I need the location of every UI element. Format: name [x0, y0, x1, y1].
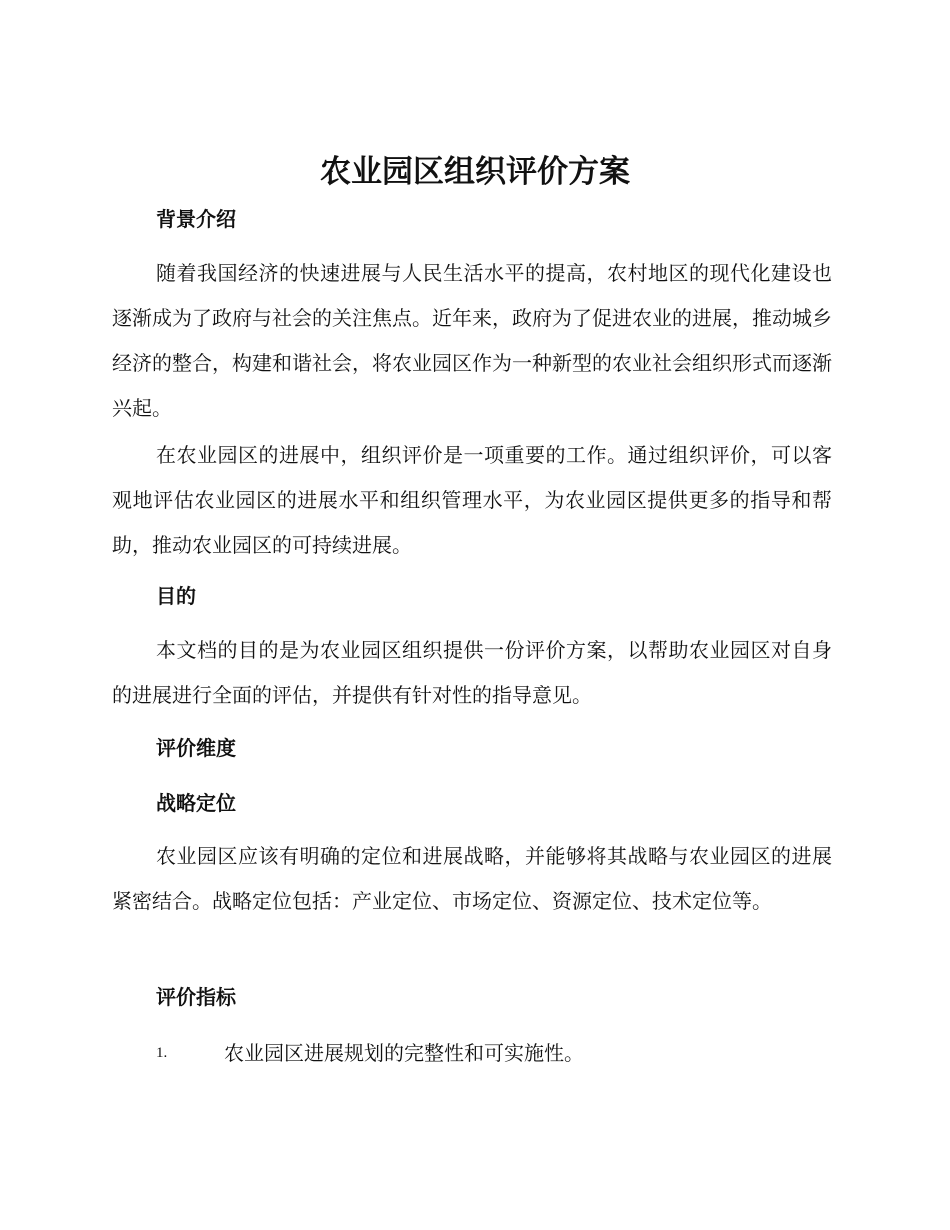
- list-item: [156, 1037, 832, 1069]
- heading-dimensions: 评价维度: [156, 736, 236, 760]
- list-item-number: 1.: [156, 1045, 168, 1061]
- document-title: 农业园区组织评价方案: [320, 154, 630, 190]
- list-item-text: 农业园区进展规划的完整性和可实施性。: [224, 1041, 584, 1065]
- paragraph-background-1: 随着我国经济的快速进展与人民生活水平的提高，农村地区的现代化建设也逐渐成为了政府与社会的关注焦点。近年来，政府为了促进农业的进展，推动城乡经济的整合，构建和谐社会，将农业园区作为一种新型的农业社会组织形式而逐渐兴起。: [112, 261, 832, 420]
- heading-strategy: 战略定位: [156, 791, 236, 815]
- paragraph-strategy: 农业园区应该有明确的定位和进展战略，并能够将其战略与农业园区的进展紧密结合。战略定位包括：产业定位、市场定位、资源定位、技术定位等。: [112, 844, 832, 913]
- paragraph-purpose: 本文档的目的是为农业园区组织提供一份评价方案，以帮助农业园区对自身的进展进行全面的评估，并提供有针对性的指导意见。: [112, 638, 832, 707]
- heading-background: 背景介绍: [156, 207, 236, 231]
- paragraph-background-2: 在农业园区的进展中，组织评价是一项重要的工作。通过组织评价，可以客观地评估农业园区的进展水平和组织管理水平，为农业园区提供更多的指导和帮助，推动农业园区的可持续进展。: [112, 443, 832, 557]
- heading-purpose: 目的: [156, 584, 196, 608]
- heading-indicators: 评价指标: [156, 985, 236, 1009]
